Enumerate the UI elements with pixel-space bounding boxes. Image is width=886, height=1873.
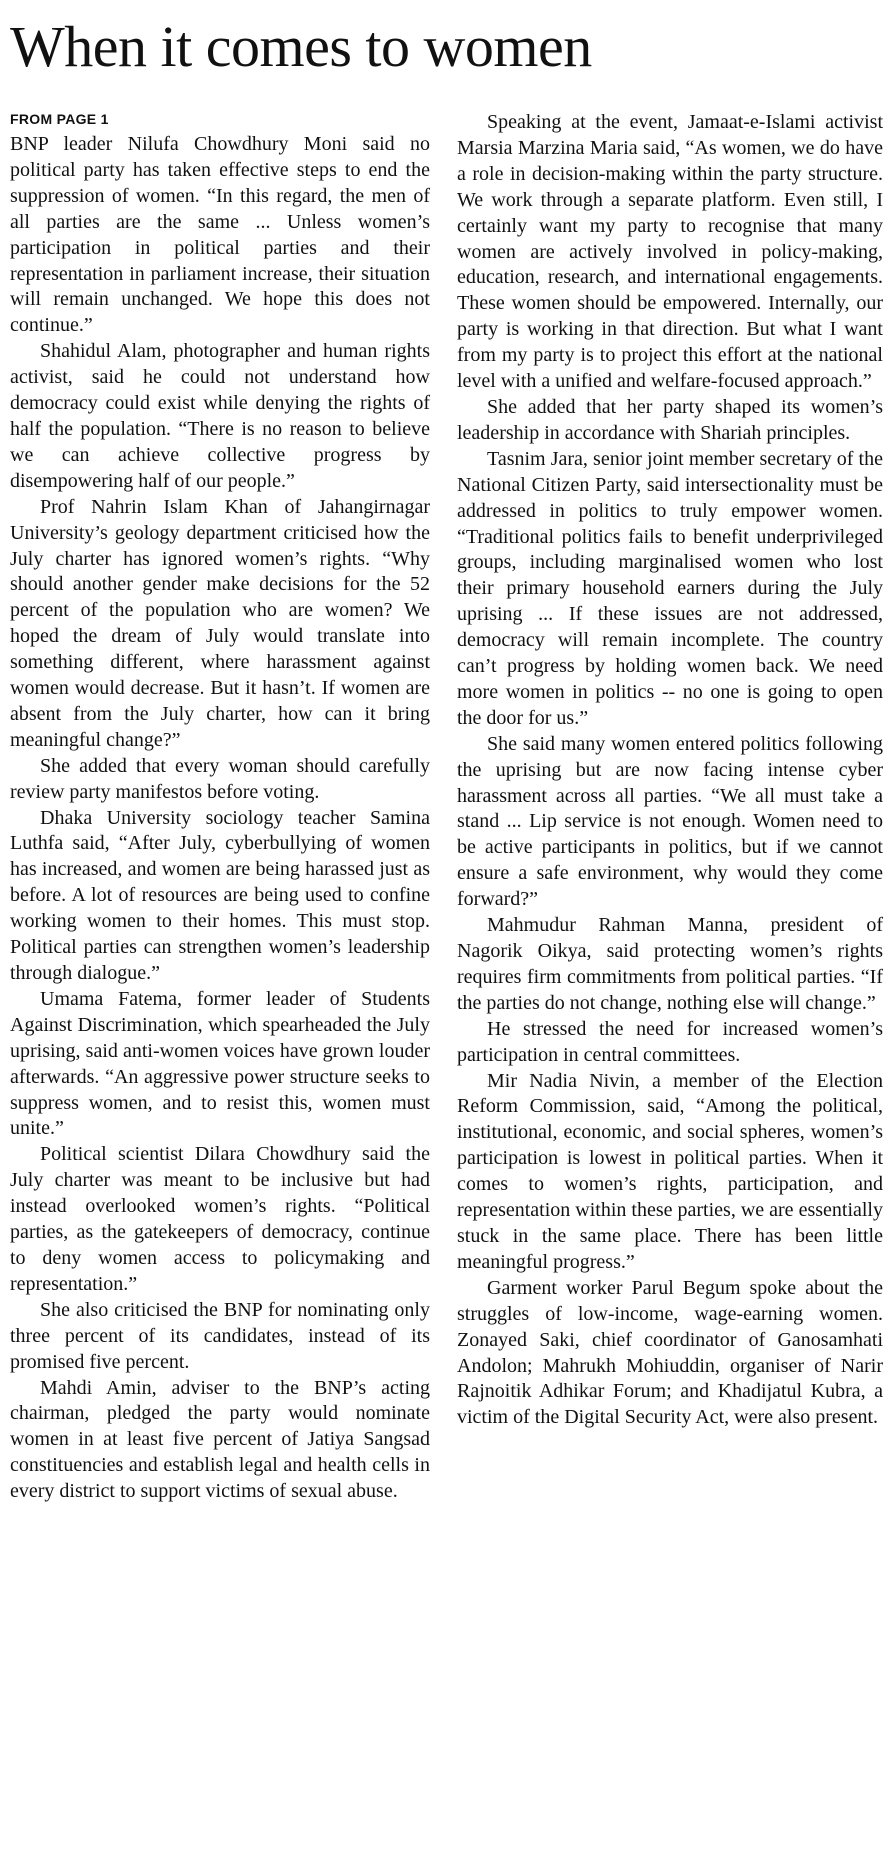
article-column-left [10,110,430,1505]
paragraph: Speaking at the event, Jamaat-e-Islami activist Marsia Marzina Maria said, “As women, we do have a role in decision-making within the party structure. We work through a separate platform. Even still, I certainly want my party to recognise that many women are actively involved in policy-making, education, research, and international engagements. These women should be empowered. Internally, our party is working in that direction. But what I want from my party is to project this effort at the national level with a unified and welfare-focused approach.” [457,111,883,393]
paragraph: BNP leader Nilufa Chowdhury Moni said no political party has taken effective steps to end the suppression of women. “In this regard, the men of all parties are the same ... Unless women’s participation in political parties and their representation in parliament increase, their situation will remain unchanged. We hope this does not continue.” [10,133,430,337]
paragraph: She said many women entered politics following the uprising but are now facing intense cyber harassment across all parties. “We all must take a stand ... Lip service is not enough. Women need to be active participants in politics, but if we cannot ensure a safe environment, why would they come forward?” [457,732,883,911]
paragraph: Mir Nadia Nivin, a member of the Election Reform Commission, said, “Among the political, institutional, economic, and social spheres, women’s participation is lowest in political parties. When it comes to women’s rights, participation, and representation within these parties, we are essentially stuck in the same place. There has been little meaningful progress.” [457,1069,883,1273]
paragraph: Mahmudur Rahman Manna, president of Nagorik Oikya, said protecting women’s rights requires firm commitments from political parties. “If the parties do not change, nothing else will change.” [457,914,883,1014]
paragraph: Political scientist Dilara Chowdhury said the July charter was meant to be inclusive but had instead overlooked women’s rights. “Political parties, as the gatekeepers of democracy, continue to deny women access to policymaking and representation.” [10,1143,430,1295]
paragraph: She also criticised the BNP for nominating only three percent of its candidates, instead of its promised five percent. [10,1298,430,1373]
article-column-right [457,110,883,1431]
paragraph: Umama Fatema, former leader of Students Against Discrimination, which spearheaded the July uprising, said anti-women voices have grown louder afterwards. “An aggressive power structure seeks to suppress women, and to resist this, women must unite.” [10,987,430,1140]
paragraph: Garment worker Parul Begum spoke about the struggles of low-income, wage-earning women. Zonayed Saki, chief coordinator of Ganosamhati Andolon; Mahrukh Mohiuddin, organiser of Narir Rajnoitik Adhikar Forum; and Khadijatul Kubra, a victim of the Digital Security Act, were also present. [457,1276,883,1429]
paragraph: Mahdi Amin, adviser to the BNP’s acting chairman, pledged the party would nominate women in at least five percent of Jatiya Sangsad constituencies and establish legal and health cells in every district to support victims of sexual abuse. [10,1376,430,1503]
paragraph: Shahidul Alam, photographer and human rights activist, said he could not understand how democracy could exist while denying the rights of half the population. “There is no reason to believe we can achieve collective progress by disempowering half of our people.” [10,340,430,492]
headline: When it comes to women [10,14,592,79]
paragraph: He stressed the need for increased women’s participation in central committees. [457,1017,883,1066]
paragraph: Prof Nahrin Islam Khan of Jahangirnagar University’s geology department criticised how the July charter has ignored women’s rights. “Why should another gender make decisions for the 52 percent of the population who are women? We hoped the dream of July would translate into something different, where harassment against women would decrease. But it hasn’t. If women are absent from the July charter, how can it bring meaningful change?” [10,495,430,751]
paragraph: Dhaka University sociology teacher Samina Luthfa said, “After July, cyberbullying of women has increased, and women are being harassed just as before. A lot of resources are being used to confine working women to their homes. This must stop. Political parties can strengthen women’s leadership through dialogue.” [10,806,430,984]
kicker: FROM PAGE 1 [10,111,109,127]
paragraph: She added that every woman should carefully review party manifestos before voting. [10,754,430,803]
paragraph: Tasnim Jara, senior joint member secretary of the National Citizen Party, said intersectionality must be addressed in politics to truly empower women. “Traditional politics fails to benefit underprivileged groups, including marginalised women who lost their primary household earners during the July uprising ... If these issues are not addressed, democracy will remain incomplete. The country can’t progress by holding women back. We need more women in politics -- no one is going to open the door for us.” [457,447,883,729]
paragraph: She added that her party shaped its women’s leadership in accordance with Shariah principles. [457,395,883,444]
